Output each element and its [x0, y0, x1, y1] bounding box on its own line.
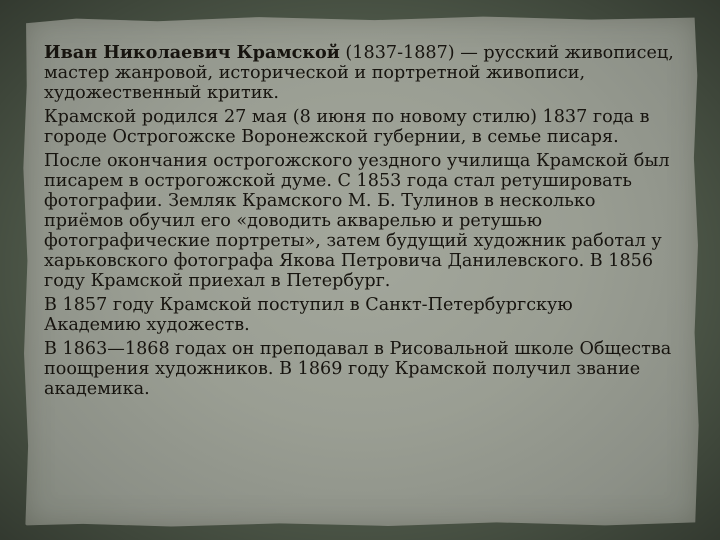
- paragraph-early-career: После окончания острогожского уездного училища Крамской был писарем в острогожской думе. С 1853 года стал ретушировать фотографии. Земляк Крамского М. Б. Тулинов в несколько приёмов обучил его «доводить акварелью и ретушью фотографические портреты», затем будущий художник работал у харьковского фотографа Якова Петровича Данилевского. В 1856 году Крамской приехал в Петербург.: [44, 151, 670, 291]
- intro-text: (1837-1887) — русский живописец, мастер жанровой, исторической и портретной живописи, художественный критик.: [44, 43, 674, 103]
- paragraph-intro: [44, 43, 674, 103]
- paragraph-academy: В 1857 году Крамской поступил в Санкт-Петербургскую Академию художеств.: [44, 295, 573, 335]
- person-name: Иван Николаевич Крамской: [44, 42, 340, 63]
- slide-text-body: [44, 43, 674, 403]
- paragraph-teaching: В 1863—1868 годах он преподавал в Рисовальной школе Общества поощрения художников. В 1869 году Крамской получил звание академика.: [44, 339, 672, 399]
- paragraph-birth: Крамской родился 27 мая (8 июня по новому стилю) 1837 года в городе Острогожске Воронежской губернии, в семье писаря.: [44, 107, 650, 147]
